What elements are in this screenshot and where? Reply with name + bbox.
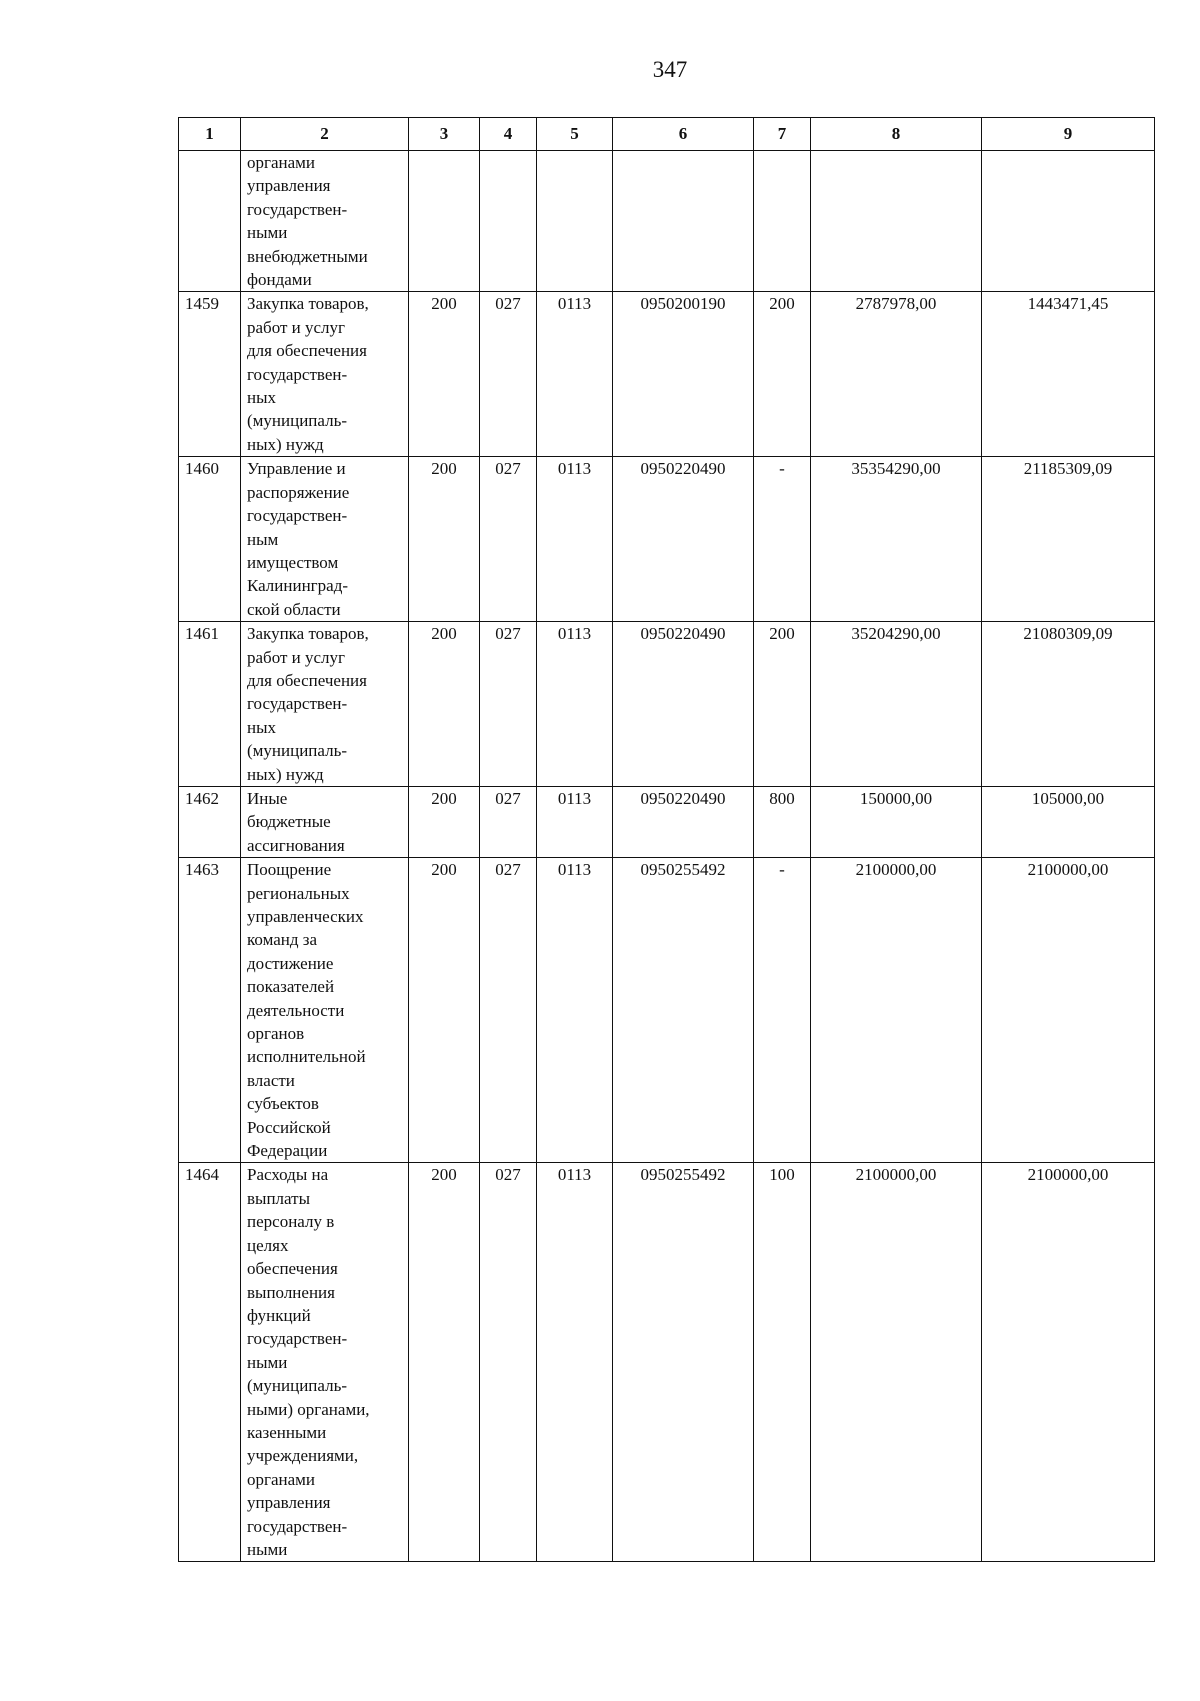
cell-col7: 200 <box>754 622 811 787</box>
expense-name <box>241 858 409 1163</box>
column-header: 1 <box>179 118 241 151</box>
expense-name <box>241 292 409 457</box>
expense-name-line: (муниципаль- <box>247 1376 347 1396</box>
expense-name-line: власти <box>247 1070 295 1090</box>
expense-name-line: фондами <box>247 270 312 290</box>
expense-name-line: управленческих <box>247 907 364 926</box>
expense-name <box>241 1163 409 1562</box>
cell-col8: 150000,00 <box>811 786 982 857</box>
expense-name-line: ными <box>247 1539 288 1559</box>
cell-col8: 2787978,00 <box>811 292 982 457</box>
expense-name-line: распоряжение <box>247 482 350 502</box>
cell-col5 <box>537 151 613 292</box>
expense-name-line: для обеспечения <box>247 670 367 690</box>
expense-name <box>241 457 409 622</box>
column-header: 4 <box>480 118 537 151</box>
cell-col9: 1443471,45 <box>982 292 1155 457</box>
column-header: 9 <box>982 118 1155 151</box>
cell-col9: 2100000,00 <box>982 1163 1155 1562</box>
cell-col3: 200 <box>409 622 480 787</box>
header-row <box>179 118 1155 151</box>
expense-name-line: бюджетные <box>247 812 331 832</box>
cell-col5: 0113 <box>537 622 613 787</box>
cell-col3: 200 <box>409 786 480 857</box>
expense-name <box>241 151 409 292</box>
expense-name-line: ассигнования <box>247 835 345 855</box>
cell-col4: 027 <box>480 1163 537 1562</box>
expense-name-line: (муниципаль- <box>247 741 347 761</box>
expense-name-line: Закупка товаров, <box>247 294 369 314</box>
table-row <box>179 457 1155 622</box>
page-number: 347 <box>652 57 688 82</box>
expense-name-line: персоналу в <box>247 1212 335 1232</box>
expense-name-line: органами <box>247 1469 316 1489</box>
cell-col9: 105000,00 <box>982 786 1155 857</box>
cell-col7: 200 <box>754 292 811 457</box>
expense-name-line: для обеспечения <box>247 341 367 361</box>
cell-col9 <box>982 151 1155 292</box>
cell-col3: 200 <box>409 457 480 622</box>
cell-col9: 21185309,09 <box>982 457 1155 622</box>
expense-name-line: государствен- <box>247 199 348 219</box>
column-header: 8 <box>811 118 982 151</box>
expense-name-line: Федерации <box>247 1141 328 1161</box>
cell-col8: 35204290,00 <box>811 622 982 787</box>
expense-name-line: Управление и <box>247 459 346 479</box>
expense-name-line: (муниципаль- <box>247 411 347 431</box>
cell-col5: 0113 <box>537 292 613 457</box>
table-row <box>179 858 1155 1163</box>
cell-col8: 35354290,00 <box>811 457 982 622</box>
cell-col6: 0950255492 <box>613 1163 754 1562</box>
cell-col7 <box>754 151 811 292</box>
table-row <box>179 292 1155 457</box>
column-header: 6 <box>613 118 754 151</box>
expense-name-line: Закупка товаров, <box>247 624 369 644</box>
expense-name-line: обеспечения <box>247 1259 338 1279</box>
expense-name-line: выполнения <box>247 1282 335 1302</box>
row-number <box>179 151 241 292</box>
expense-name-line: деятельности <box>247 1000 345 1020</box>
cell-col5: 0113 <box>537 1163 613 1562</box>
expense-name-line: Поощрение <box>247 860 332 880</box>
expense-name-line: государствен- <box>247 1329 348 1349</box>
cell-col4: 027 <box>480 622 537 787</box>
expense-name-line: Российской <box>247 1117 331 1137</box>
row-number: 1462 <box>179 786 241 857</box>
expense-name-line: ным <box>247 529 279 549</box>
expense-name-line: Иные <box>247 788 288 808</box>
cell-col4: 027 <box>480 858 537 1163</box>
expense-name-line: ных <box>247 717 277 737</box>
expense-name-line: ных) нужд <box>247 764 324 784</box>
expense-name <box>241 786 409 857</box>
expense-name-line: имуществом <box>247 552 339 572</box>
table-row <box>179 1163 1155 1562</box>
cell-col4 <box>480 151 537 292</box>
cell-col9: 21080309,09 <box>982 622 1155 787</box>
cell-col7: 800 <box>754 786 811 857</box>
cell-col4: 027 <box>480 786 537 857</box>
expense-name-line: целях <box>247 1235 289 1255</box>
expense-name-line: ными <box>247 223 288 243</box>
cell-col3: 200 <box>409 292 480 457</box>
row-number: 1461 <box>179 622 241 787</box>
expense-name-line: ными <box>247 1352 288 1372</box>
cell-col6 <box>613 151 754 292</box>
column-header: 3 <box>409 118 480 151</box>
expense-name-line: ных) нужд <box>247 434 324 454</box>
expense-name-line: учреждениями, <box>247 1446 359 1466</box>
expense-name-line: исполнительной <box>247 1047 366 1067</box>
expense-name-line: работ и услуг <box>247 647 345 667</box>
cell-col4: 027 <box>480 457 537 622</box>
column-header: 5 <box>537 118 613 151</box>
expense-name-line: субъектов <box>247 1094 319 1114</box>
expense-name-line: управления <box>247 176 331 196</box>
row-number: 1460 <box>179 457 241 622</box>
cell-col8: 2100000,00 <box>811 1163 982 1562</box>
expense-name-line: государствен- <box>247 506 348 526</box>
expense-name-line: Калининград- <box>247 576 349 596</box>
table-row <box>179 786 1155 857</box>
budget-table <box>178 117 1155 1562</box>
cell-col8 <box>811 151 982 292</box>
expense-name-line: команд за <box>247 930 318 950</box>
cell-col6: 0950220490 <box>613 457 754 622</box>
cell-col8: 2100000,00 <box>811 858 982 1163</box>
expense-name-line: ными) органами, <box>247 1399 370 1419</box>
cell-col5: 0113 <box>537 858 613 1163</box>
expense-name-line: органами <box>247 153 316 172</box>
cell-col6: 0950220490 <box>613 622 754 787</box>
expense-name-line: ской области <box>247 599 341 619</box>
table-row <box>179 151 1155 292</box>
cell-col7: - <box>754 457 811 622</box>
expense-name-line: государствен- <box>247 694 348 714</box>
expense-name-line: Расходы на <box>247 1165 329 1185</box>
cell-col5: 0113 <box>537 786 613 857</box>
column-header: 2 <box>241 118 409 151</box>
cell-col3: 200 <box>409 858 480 1163</box>
table-body <box>179 118 1155 1562</box>
cell-col3 <box>409 151 480 292</box>
cell-col6: 0950220490 <box>613 786 754 857</box>
cell-col3: 200 <box>409 1163 480 1562</box>
expense-name-line: работ и услуг <box>247 317 345 337</box>
expense-name-line: государствен- <box>247 364 348 384</box>
expense-name-line: показателей <box>247 977 335 997</box>
cell-col6: 0950255492 <box>613 858 754 1163</box>
cell-col7: 100 <box>754 1163 811 1562</box>
row-number: 1463 <box>179 858 241 1163</box>
expense-name-line: выплаты <box>247 1188 310 1208</box>
expense-name-line: государствен- <box>247 1516 348 1536</box>
table-row <box>179 622 1155 787</box>
expense-name-line: управления <box>247 1493 331 1513</box>
expense-name-line: внебюджетными <box>247 246 368 266</box>
row-number: 1464 <box>179 1163 241 1562</box>
row-number: 1459 <box>179 292 241 457</box>
expense-name-line: функций <box>247 1305 311 1325</box>
cell-col5: 0113 <box>537 457 613 622</box>
expense-name-line: ных <box>247 388 277 408</box>
expense-name-line: органов <box>247 1024 305 1044</box>
column-header: 7 <box>754 118 811 151</box>
cell-col7: - <box>754 858 811 1163</box>
expense-name-line: казенными <box>247 1422 327 1442</box>
cell-col9: 2100000,00 <box>982 858 1155 1163</box>
expense-name-line: достижение <box>247 953 334 973</box>
cell-col4: 027 <box>480 292 537 457</box>
expense-name-line: региональных <box>247 883 350 903</box>
expense-name <box>241 622 409 787</box>
cell-col6: 0950200190 <box>613 292 754 457</box>
